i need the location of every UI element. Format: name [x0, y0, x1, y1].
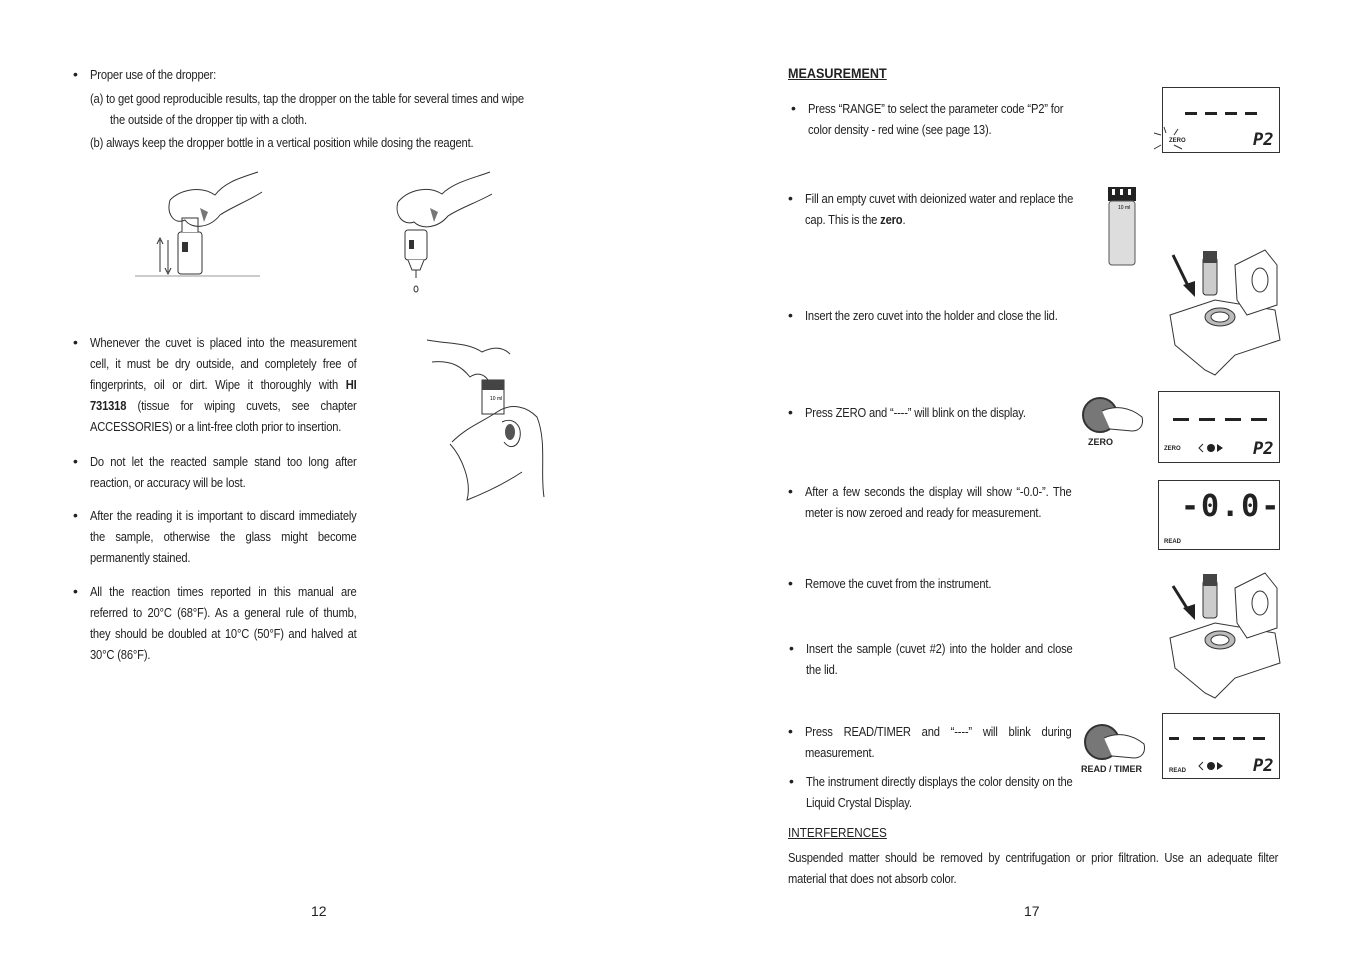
- bullet-dot: •: [788, 404, 793, 420]
- lcd-read-label: READ: [1164, 539, 1182, 545]
- interferences-text: Suspended matter should be removed by centrifugation or prior filtration. Use an adequate filter material that does not absorb color.: [788, 850, 1279, 886]
- page-number-left: 12: [311, 903, 327, 919]
- page-number-right: 17: [1024, 903, 1040, 919]
- step-range: Press “RANGE” to select the parameter code “P2” for color density - red wine (see page 13).: [808, 101, 1064, 137]
- lcd-display-read-blink: [1162, 713, 1280, 779]
- step-displays-result: The instrument directly displays the color density on the Liquid Crystal Display.: [806, 774, 1073, 810]
- lamp-icon: [1197, 760, 1225, 772]
- measurement-heading: MEASUREMENT: [788, 65, 887, 81]
- tissue-code: HI 731318: [90, 377, 357, 413]
- dropper-item-b: (b) always keep the dropper bottle in a vertical position while dosing the reagent.: [90, 135, 474, 150]
- dropper-dose-illustration: [390, 170, 500, 295]
- lcd-zeroed-value: -0.0-: [1181, 489, 1282, 524]
- zero-term: zero: [880, 212, 903, 227]
- lcd-code: P2: [1253, 130, 1274, 150]
- dropper-intro: Proper use of the dropper:: [90, 67, 217, 82]
- bullet-dot: •: [73, 334, 78, 350]
- step-fill-cuvet: Fill an empty cuvet with deionized water and replace the cap. This is the zero.: [805, 191, 1074, 227]
- zero-button-label: ZERO: [1088, 437, 1114, 447]
- bullet-dot: •: [73, 453, 78, 469]
- step-remove-cuvet: Remove the cuvet from the instrument.: [805, 576, 992, 591]
- bullet-dot: •: [788, 190, 793, 206]
- dropper-item-a: (a) to get good reproducible results, tap the dropper on the table for several times and wipe: [90, 91, 524, 106]
- bullet-dot: •: [791, 100, 796, 116]
- lcd-code: P2: [1253, 756, 1274, 776]
- lcd-display-zero-blink: [1158, 391, 1280, 463]
- bullet-dot: •: [788, 483, 793, 499]
- bullet-dot: •: [788, 723, 793, 739]
- bullet-dot: •: [788, 575, 793, 591]
- temperature-bullet: All the reaction times reported in this manual are referred to 20°C (68°F). As a general rule of thumb, they should be doubled at 10°C (50°F) and halved at 30°C (86°F).: [90, 584, 357, 662]
- step-zeroed: After a few seconds the display will show “-0.0-”. The meter is now zeroed and ready for measurement.: [805, 484, 1072, 520]
- cuvet-icon: [1106, 185, 1138, 267]
- step-insert-zero: Insert the zero cuvet into the holder and close the lid.: [805, 308, 1058, 323]
- dropper-tap-illustration: [130, 170, 265, 282]
- lcd-zero-label: ZERO: [1169, 138, 1186, 144]
- reaction-time-bullet: Do not let the reacted sample stand too long after reaction, or accuracy will be lost.: [90, 454, 357, 490]
- step-press-zero: Press ZERO and “----” will blink on the display.: [805, 405, 1026, 420]
- lcd-display-zeroed: [1158, 480, 1280, 550]
- bullet-dot: •: [73, 66, 78, 82]
- cuvet-wipe-illustration: [422, 332, 552, 502]
- dropper-item-a-cont: the outside of the dropper tip with a cloth.: [110, 112, 307, 127]
- bullet-dot: •: [789, 640, 794, 656]
- instrument-sample-illustration: [1165, 568, 1285, 703]
- cuvet-mark-text: 10 ml: [490, 396, 503, 402]
- lcd-zero-label: ZERO: [1164, 446, 1181, 452]
- bullet-dot: •: [789, 773, 794, 789]
- step-insert-sample: Insert the sample (cuvet #2) into the holder and close the lid.: [806, 641, 1073, 677]
- cuvet-clean-bullet: Whenever the cuvet is placed into the measurement cell, it must be dry outside, and completely free of fingerprints, oil or dirt. Wipe it thoroughly with HI 731318 (tissue for wiping cuvets, see chapter ACCESSORIES) or a lint-free cloth prior to insertion.: [90, 335, 357, 434]
- cuvet-volume-text: 10 ml: [1118, 205, 1131, 211]
- zero-button-icon: [1080, 395, 1148, 437]
- interferences-heading: INTERFERENCES: [788, 825, 887, 840]
- bullet-dot: •: [73, 507, 78, 523]
- instrument-holder-illustration: [1165, 245, 1285, 380]
- lcd-code: P2: [1253, 439, 1274, 459]
- bullet-dot: •: [788, 307, 793, 323]
- lamp-icon: [1197, 442, 1225, 454]
- bullet-dot: •: [73, 583, 78, 599]
- discard-sample-bullet: After the reading it is important to discard immediately the sample, otherwise the glass might become permanently stained.: [90, 508, 357, 565]
- read-timer-button-label: READ / TIMER: [1081, 764, 1143, 774]
- step-press-read: Press READ/TIMER and “----” will blink during measurement.: [805, 724, 1072, 760]
- blink-rays-icon: [1152, 125, 1192, 155]
- lcd-read-label: READ: [1169, 768, 1187, 774]
- read-timer-button-icon: [1082, 722, 1150, 764]
